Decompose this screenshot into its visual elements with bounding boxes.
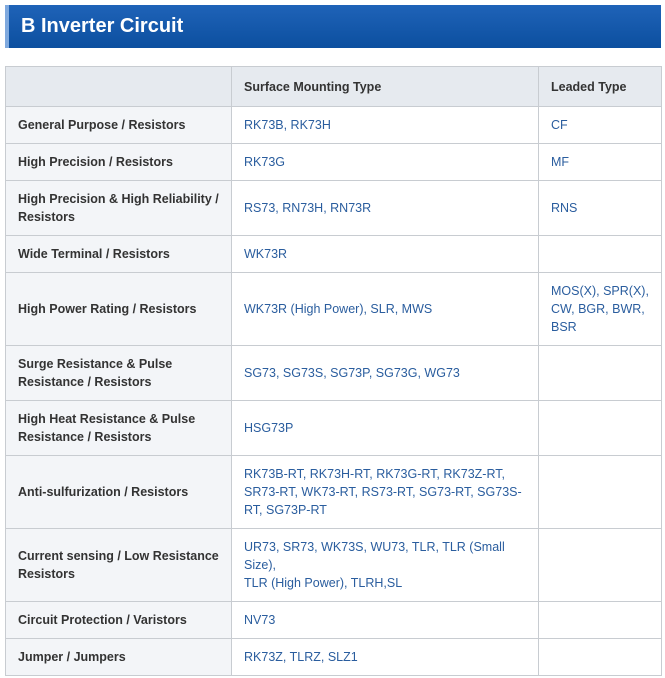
table-row [6, 639, 662, 676]
leaded-products [539, 602, 662, 639]
leaded-products [539, 456, 662, 529]
section-title: B Inverter Circuit [21, 15, 184, 37]
smd-products[interactable]: RK73G [232, 144, 539, 181]
column-header-smd: Surface Mounting Type [232, 67, 539, 107]
leaded-products[interactable]: MF [539, 144, 662, 181]
table-row [6, 144, 662, 181]
table-row [6, 602, 662, 639]
table-row [6, 456, 662, 529]
smd-products[interactable]: RK73B, RK73H [232, 107, 539, 144]
smd-products-line1[interactable]: UR73, SR73, WK73S, WU73, TLR, TLR (Small Size), [244, 540, 505, 572]
row-category: Anti-sulfurization / Resistors [6, 456, 232, 529]
smd-products[interactable] [232, 529, 539, 602]
row-category: Current sensing / Low Resistance Resistors [6, 529, 232, 602]
smd-products[interactable]: RK73B-RT, RK73H-RT, RK73G-RT, RK73Z-RT, SR73-RT, WK73-RT, RS73-RT, SG73-RT, SG73S-RT, SG73P-RT [232, 456, 539, 529]
row-category: Wide Terminal / Resistors [6, 236, 232, 273]
leaded-products[interactable]: CF [539, 107, 662, 144]
table-row [6, 107, 662, 144]
table-row [6, 236, 662, 273]
section-title-bar [5, 5, 661, 48]
smd-products-line2[interactable]: TLR (High Power), TLRH,SL [244, 576, 403, 590]
smd-products[interactable]: RS73, RN73H, RN73R [232, 181, 539, 236]
smd-products[interactable]: HSG73P [232, 401, 539, 456]
row-category: High Heat Resistance & Pulse Resistance / Resistors [6, 401, 232, 456]
leaded-products [539, 401, 662, 456]
smd-products[interactable]: WK73R (High Power), SLR, MWS [232, 273, 539, 346]
smd-products[interactable]: RK73Z, TLRZ, SLZ1 [232, 639, 539, 676]
leaded-products[interactable]: MOS(X), SPR(X), CW, BGR, BWR, BSR [539, 273, 662, 346]
smd-products[interactable]: SG73, SG73S, SG73P, SG73G, WG73 [232, 346, 539, 401]
row-category: High Precision & High Reliability / Resistors [6, 181, 232, 236]
table-row [6, 273, 662, 346]
table-row [6, 529, 662, 602]
leaded-products [539, 639, 662, 676]
product-table [5, 66, 662, 676]
smd-products[interactable]: NV73 [232, 602, 539, 639]
leaded-products [539, 236, 662, 273]
table-row [6, 346, 662, 401]
header-corner [6, 67, 232, 107]
leaded-products[interactable]: RNS [539, 181, 662, 236]
leaded-products [539, 529, 662, 602]
row-category: High Power Rating / Resistors [6, 273, 232, 346]
leaded-products [539, 346, 662, 401]
table-row [6, 181, 662, 236]
smd-products[interactable]: WK73R [232, 236, 539, 273]
row-category: Surge Resistance & Pulse Resistance / Resistors [6, 346, 232, 401]
row-category: High Precision / Resistors [6, 144, 232, 181]
row-category: Circuit Protection / Varistors [6, 602, 232, 639]
row-category: General Purpose / Resistors [6, 107, 232, 144]
table-header-row [6, 67, 662, 107]
table-row [6, 401, 662, 456]
row-category: Jumper / Jumpers [6, 639, 232, 676]
column-header-leaded: Leaded Type [539, 67, 662, 107]
